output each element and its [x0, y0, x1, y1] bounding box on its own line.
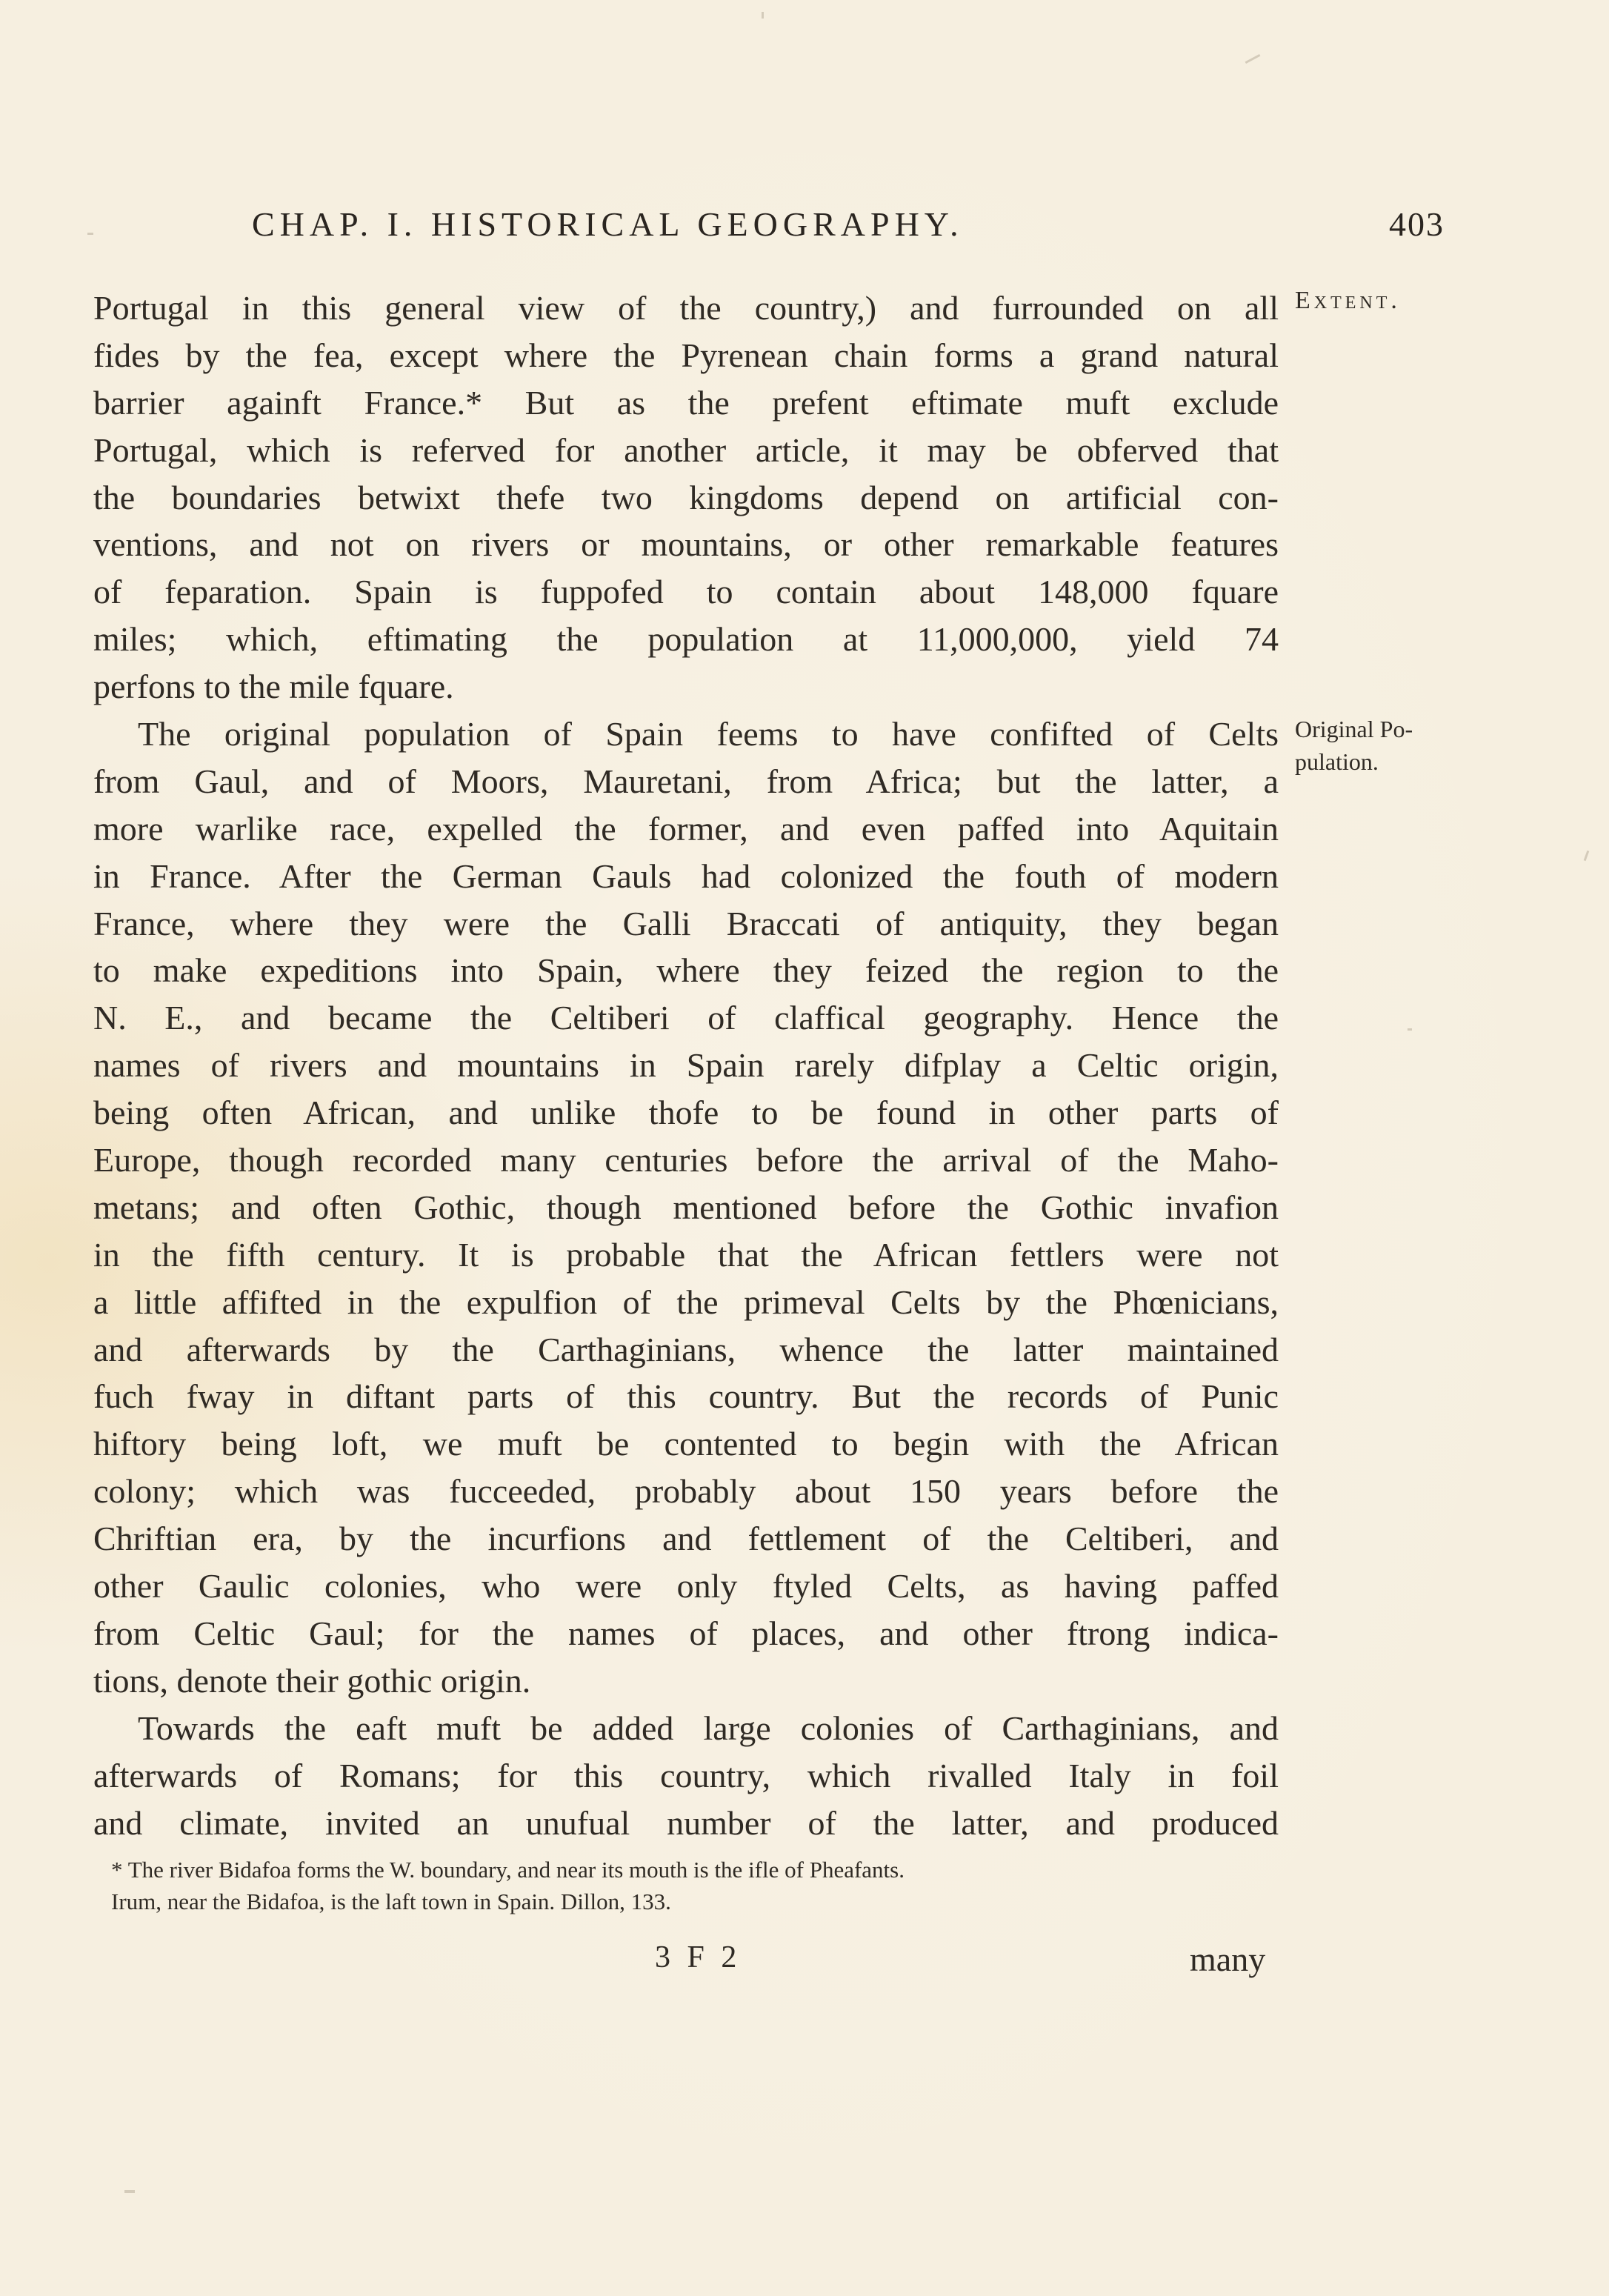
- signature-mark: 3 F 2: [655, 1940, 742, 1974]
- body-line: barrier againft France.* But as the prefent eftimate muft exclude: [93, 383, 1279, 422]
- paper-speck: [1245, 54, 1261, 64]
- body-line: in the fifth century. It is probable that the African fettlers were not: [93, 1235, 1279, 1274]
- paper-speck: [124, 2190, 135, 2193]
- body-line: being often African, and unlike thofe to be found in other parts of: [93, 1094, 1279, 1132]
- footnote-line: Irum, near the Bidafoa, is the laft town in Spain. Dillon, 133.: [111, 1889, 671, 1914]
- body-line: more warlike race, expelled the former, and even paffed into Aquitain: [93, 809, 1279, 848]
- body-line: The original population of Spain feems to have confifted of Celts: [138, 715, 1279, 753]
- running-head: [252, 204, 1467, 249]
- body-line: Europe, though recorded many centuries before the arrival of the Maho-: [93, 1141, 1279, 1179]
- footnote: [111, 1854, 1282, 1917]
- body-line: Portugal in this general view of the country,) and furrounded on all: [93, 289, 1279, 327]
- body-line: tions, denote their gothic origin.: [93, 1661, 531, 1700]
- body-line: in France. After the German Gauls had colonized the fouth of modern: [93, 856, 1279, 895]
- page-number: 403: [1389, 205, 1445, 243]
- body-line: the boundaries betwixt thefe two kingdoms depend on artificial con-: [93, 478, 1279, 516]
- body-line: colony; which was fucceeded, probably about 150 years before the: [93, 1472, 1279, 1511]
- body-line: perfons to the mile fquare.: [93, 668, 454, 706]
- body-line: a little affifted in the expulfion of the primeval Celts by the Phœnicians,: [93, 1282, 1279, 1321]
- paper-speck: [1408, 1028, 1412, 1031]
- body-line: other Gaulic colonies, who were only ftyled Celts, as having paffed: [93, 1567, 1279, 1605]
- body-line: ventions, and not on rivers or mountains, or other remarkable features: [93, 525, 1279, 564]
- body-line: miles; which, eftimating the population at 11,000,000, yield 74: [93, 620, 1279, 659]
- body-line: Chriftian era, by the incurfions and fettlement of the Celtiberi, and: [93, 1520, 1279, 1558]
- body-text: [93, 284, 1279, 1846]
- body-line: and afterwards by the Carthaginians, whence the latter maintained: [93, 1330, 1279, 1368]
- body-line: Portugal, which is referved for another article, it may be obferved that: [93, 430, 1279, 469]
- catchword: many: [1190, 1940, 1266, 1978]
- body-line: Towards the eaft muft be added large colonies of Carthaginians, and: [138, 1708, 1279, 1747]
- footnote-line: * The river Bidafoa forms the W. boundary, and near its mouth is the ifle of Pheafants.: [111, 1857, 905, 1883]
- body-line: from Gaul, and of Moors, Mauretani, from Africa; but the latter, a: [93, 762, 1279, 800]
- body-line: to make expeditions into Spain, where they feized the region to the: [93, 951, 1279, 990]
- body-line: France, where they were the Galli Braccati of antiquity, they began: [93, 904, 1279, 942]
- body-line: fides by the fea, except where the Pyrenean chain forms a grand natural: [93, 336, 1279, 374]
- body-line: N. E., and became the Celtiberi of claffical geography. Hence the: [93, 999, 1279, 1037]
- chapter-title: CHAP. I. HISTORICAL GEOGRAPHY.: [252, 205, 964, 243]
- body-line: afterwards of Romans; for this country, which rivalled Italy in foil: [93, 1756, 1279, 1794]
- body-line: names of rivers and mountains in Spain rarely difplay a Celtic origin,: [93, 1046, 1279, 1085]
- paper-speck: [762, 12, 764, 19]
- body-line: and climate, invited an unufual number of the latter, and produced: [93, 1803, 1279, 1842]
- body-line: of feparation. Spain is fuppofed to contain about 148,000 fquare: [93, 573, 1279, 611]
- margin-note-population-line-2: pulation.: [1295, 748, 1379, 775]
- body-line: hiftory being loft, we muft be contented to begin with the African: [93, 1425, 1279, 1463]
- margin-note-population-line-1: Original Po-: [1295, 716, 1413, 742]
- body-line: metans; and often Gothic, though mentioned before the Gothic invafion: [93, 1188, 1279, 1226]
- margin-note-extent: Extent.: [1295, 287, 1401, 314]
- body-line: from Celtic Gaul; for the names of places, and other ftrong indica-: [93, 1614, 1279, 1652]
- body-line: fuch fway in diftant parts of this country. But the records of Punic: [93, 1377, 1279, 1416]
- paper-speck: [87, 233, 93, 235]
- paper-speck: [1584, 851, 1590, 861]
